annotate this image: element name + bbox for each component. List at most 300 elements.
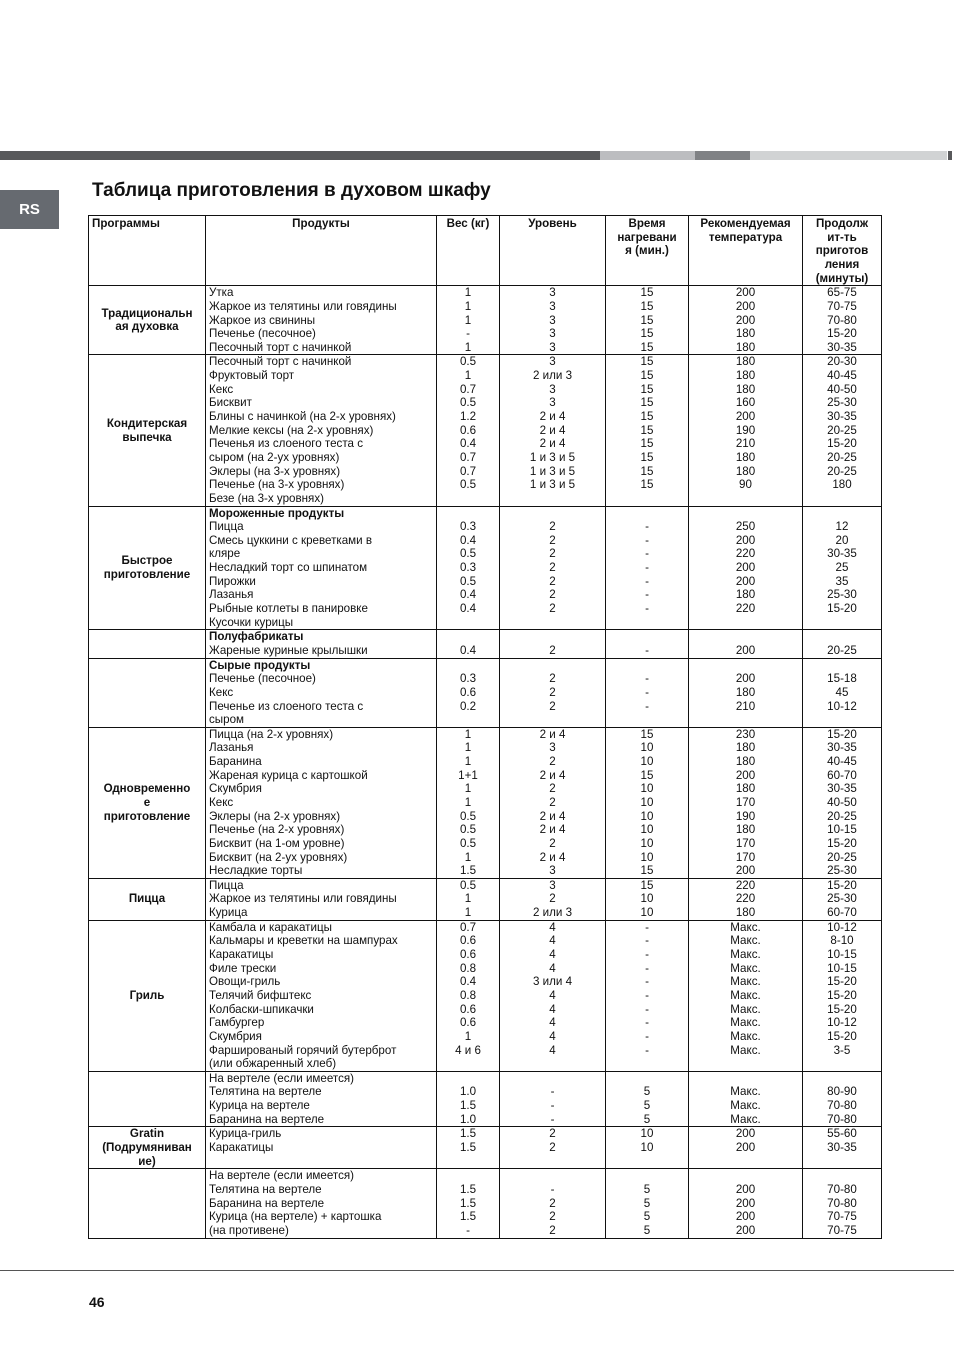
preheat-value: 5 (643, 1196, 651, 1210)
table-row (89, 920, 882, 1071)
weight-value (440, 713, 496, 727)
product-name: Фруктовый торт (209, 369, 295, 383)
temp-value: 170 (735, 795, 756, 809)
weight-value: 0.5 (459, 547, 477, 561)
program-name-line: Традиционaльн (101, 306, 193, 320)
time-value: 25-30 (827, 588, 857, 602)
level-value: 3 (549, 396, 556, 410)
page-title: Таблица приготовления в духовом шкафу (92, 180, 491, 201)
level-value: 3 (549, 382, 556, 396)
weight-value: 1.0 (459, 1112, 477, 1126)
preheat-value: 10 (640, 836, 654, 850)
program-cell (89, 1127, 206, 1169)
weight-value: 1 (464, 286, 472, 300)
time-value: 15-20 (827, 975, 857, 989)
preheat-cell (606, 286, 689, 355)
temp-value (692, 713, 799, 727)
level-value (503, 1155, 602, 1169)
time-cell (803, 506, 882, 630)
weight-cell (437, 630, 500, 658)
header-line: Продукты (292, 217, 350, 230)
product-name: Баранина (209, 755, 262, 769)
time-value: 25 (835, 561, 849, 575)
level-value: 4 (549, 961, 556, 975)
level-value: 3 или 4 (532, 975, 573, 989)
temp-value: Макс. (730, 1016, 761, 1030)
product-name: Курица на вертеле (209, 1099, 310, 1113)
product-name: Телячий бифштекс (209, 988, 312, 1002)
level-value: 3 (549, 878, 556, 892)
time-value: 70-80 (827, 1112, 857, 1126)
time-cell (803, 727, 882, 878)
temp-value: 210 (735, 699, 756, 713)
level-value: 3 (549, 313, 556, 327)
time-value: 15-20 (827, 1029, 857, 1043)
time-value (806, 713, 878, 727)
level-value: 2 (549, 795, 556, 809)
temp-value: 180 (735, 823, 756, 837)
temp-value: Макс. (730, 961, 761, 975)
time-value: 10-15 (827, 948, 857, 962)
level-value: 2 (549, 547, 556, 561)
time-value: 10-12 (827, 920, 857, 934)
product-name: Пицца (209, 878, 244, 892)
level-value: 4 (549, 948, 556, 962)
temp-value: 180 (735, 906, 756, 920)
header-preheat (606, 216, 689, 286)
spacer-line (609, 659, 685, 673)
time-value: 40-45 (827, 369, 857, 383)
program-name-line: ая духовка (115, 320, 179, 334)
weight-cell (437, 658, 500, 727)
level-value: 2 (549, 1196, 556, 1210)
temp-value: Макс. (730, 920, 761, 934)
spacer-line (609, 630, 685, 644)
product-name: Жареные куриные крылышки (209, 643, 368, 657)
table-row (89, 630, 882, 658)
product-name: Кекс (209, 382, 234, 396)
preheat-cell (606, 630, 689, 658)
time-value: 35 (835, 574, 849, 588)
header-line: (минуты) (815, 271, 869, 285)
level-value: 4 (549, 1016, 556, 1030)
preheat-value: - (645, 920, 649, 934)
spacer-line (692, 630, 799, 644)
time-value: 40-50 (827, 382, 857, 396)
level-value: 2 (549, 520, 556, 534)
product-name: Печенье из слоеного теста с (209, 699, 364, 713)
preheat-cell (606, 920, 689, 1071)
preheat-value: - (645, 1016, 649, 1030)
time-value: 25-30 (827, 864, 857, 878)
temp-value: 160 (735, 396, 756, 410)
weight-value: 1 (464, 892, 472, 906)
time-value: 30-35 (827, 782, 857, 796)
weight-value: 1 (464, 850, 472, 864)
preheat-value: 5 (643, 1182, 651, 1196)
product-name: Печенье (на 2-х уровнях) (209, 823, 345, 837)
level-value: 3 (549, 327, 556, 341)
spacer-line (503, 630, 602, 644)
temp-value: Макс. (730, 1099, 761, 1113)
temp-value (692, 1057, 799, 1071)
products-cell (206, 630, 437, 658)
header-weight (437, 216, 500, 286)
program-cell (89, 878, 206, 920)
preheat-value: - (645, 1043, 649, 1057)
temp-value: 200 (735, 864, 756, 878)
products-cell (206, 1127, 437, 1169)
temp-value: Макс. (730, 1029, 761, 1043)
header-duration (803, 216, 882, 286)
time-value: 70-80 (827, 313, 857, 327)
product-name: Печенье (песочное) (209, 327, 316, 341)
level-value: - (550, 1085, 555, 1099)
temp-value: 180 (735, 464, 756, 478)
preheat-value: - (645, 961, 649, 975)
preheat-value: 15 (640, 437, 654, 451)
temp-value: 180 (735, 450, 756, 464)
preheat-value: 15 (640, 478, 654, 492)
time-value: 20-25 (827, 809, 857, 823)
weight-cell (437, 1071, 500, 1127)
product-subheading: Сырые продукты (209, 658, 311, 672)
product-name: Эклеры (на 2-х уровнях) (209, 809, 341, 823)
preheat-value: 15 (640, 450, 654, 464)
temp-value: 200 (735, 299, 756, 313)
product-name: Жаркое из свинины (209, 313, 316, 327)
program-cell (89, 658, 206, 727)
products-cell (206, 1071, 437, 1127)
header-level (500, 216, 606, 286)
weight-value: 1 (464, 741, 472, 755)
temp-cell (689, 630, 803, 658)
product-name (209, 1155, 433, 1169)
weight-value: 1 (464, 755, 472, 769)
weight-value: 0.5 (459, 355, 477, 369)
weight-value (440, 1169, 496, 1183)
preheat-value: 15 (640, 878, 654, 892)
level-cell (500, 658, 606, 727)
temp-value: 180 (735, 369, 756, 383)
product-name: Кальмары и креветки на шампурах (209, 934, 398, 948)
level-value: 4 (549, 1029, 556, 1043)
time-value: 65-75 (827, 286, 857, 300)
product-name: Песочный торт с начинкой (209, 355, 352, 369)
program-cell (89, 630, 206, 658)
preheat-value: 15 (640, 727, 654, 741)
level-value (503, 1169, 602, 1183)
table-row (89, 1127, 882, 1169)
product-name: Баранина на вертеле (209, 1112, 325, 1126)
weight-value: 0.5 (459, 478, 477, 492)
level-value: 2 (549, 574, 556, 588)
time-value: 20-30 (827, 355, 857, 369)
time-value: 20-25 (827, 850, 857, 864)
program-cell (89, 727, 206, 878)
temp-cell (689, 1169, 803, 1238)
temp-value: 190 (735, 809, 756, 823)
temp-value: Макс. (730, 1002, 761, 1016)
level-value: 2 (549, 836, 556, 850)
weight-value: 0.8 (459, 988, 477, 1002)
temp-value: 220 (735, 547, 756, 561)
preheat-value: - (645, 520, 649, 534)
preheat-value (609, 1155, 685, 1169)
preheat-value: - (645, 948, 649, 962)
temp-value: 220 (735, 878, 756, 892)
temp-value: 200 (735, 1210, 756, 1224)
product-name: Филе трески (209, 961, 277, 975)
weight-value (440, 492, 496, 506)
preheat-cell (606, 1169, 689, 1238)
time-value: 70-80 (827, 1099, 857, 1113)
program-name-line: Gratin (129, 1127, 165, 1141)
level-value: 2 и 4 (539, 727, 566, 741)
weight-value: 0.5 (459, 396, 477, 410)
preheat-value: 15 (640, 327, 654, 341)
products-cell (206, 658, 437, 727)
weight-value: 1+1 (458, 768, 478, 782)
preheat-value: - (645, 588, 649, 602)
time-value: 30-35 (827, 1141, 857, 1154)
header-line: я (мин.) (625, 244, 669, 258)
program-name-line: е (143, 795, 151, 809)
preheat-value: 15 (640, 864, 654, 878)
level-value: 2 (549, 561, 556, 575)
spacer-line (806, 630, 878, 644)
preheat-value: - (645, 1002, 649, 1016)
time-cell (803, 355, 882, 506)
level-cell (500, 878, 606, 920)
weight-value: 0.7 (459, 450, 477, 464)
table-row (89, 286, 882, 355)
level-value: 2 и 4 (539, 850, 566, 864)
level-value: - (550, 1182, 555, 1196)
time-value: 15-18 (827, 672, 857, 686)
preheat-value: 5 (643, 1210, 651, 1224)
header-line: нагревани (617, 230, 677, 244)
temp-cell (689, 286, 803, 355)
weight-value (440, 1155, 496, 1169)
preheat-cell (606, 355, 689, 506)
temp-value (692, 1169, 799, 1183)
program-cell (89, 920, 206, 1071)
product-name: Безе (на 3-х уровнях) (209, 491, 324, 505)
time-value: 40-45 (827, 755, 857, 769)
products-cell (206, 727, 437, 878)
program-cell (89, 506, 206, 630)
temp-cell (689, 1127, 803, 1169)
weight-value: 0.5 (459, 823, 477, 837)
header-line: Продолж (815, 217, 869, 230)
table-header-row (89, 216, 882, 286)
time-value: 60-70 (827, 906, 857, 920)
time-value: 20-25 (827, 450, 857, 464)
product-name: кляре (209, 547, 241, 561)
products-cell (206, 286, 437, 355)
product-name: Камбала и каракатицы (209, 920, 332, 934)
weight-value (440, 616, 496, 630)
footer-rule (0, 1270, 954, 1271)
time-value: 12 (835, 520, 849, 534)
weight-value: 1 (464, 727, 472, 741)
program-name-line: ие) (138, 1154, 156, 1168)
program-name-line: Кондитерская (106, 416, 188, 430)
preheat-value: 5 (643, 1085, 651, 1099)
weight-value: 0.6 (459, 934, 477, 948)
level-value (503, 713, 602, 727)
product-subheading: Полуфабрикаты (209, 630, 304, 644)
time-value: 20 (835, 533, 849, 547)
preheat-value (609, 713, 685, 727)
header-line: Программы (92, 217, 160, 230)
product-name: Колбаски-шпикачки (209, 1002, 314, 1016)
level-value: 2 и 4 (539, 768, 566, 782)
time-value: 25-30 (827, 396, 857, 410)
weight-value: 0.4 (459, 437, 477, 451)
product-name: На вертеле (если имеется) (209, 1071, 355, 1085)
time-value: 25-30 (827, 892, 857, 906)
level-value: 4 (549, 1043, 556, 1057)
level-cell (500, 355, 606, 506)
weight-value: 0.5 (459, 809, 477, 823)
preheat-value: 10 (640, 809, 654, 823)
temp-cell (689, 355, 803, 506)
weight-value: 1 (464, 782, 472, 796)
level-value: 2 (549, 602, 556, 616)
program-name-line: приготовление (103, 809, 191, 823)
spacer-line (609, 507, 685, 521)
time-value: 10-15 (827, 823, 857, 837)
product-name: (или обжаренный хлеб) (209, 1057, 337, 1071)
spacer-line (503, 507, 602, 521)
product-name: Скумбрия (209, 1029, 262, 1043)
product-name: На вертеле (если имеется) (209, 1169, 355, 1183)
temp-cell (689, 878, 803, 920)
temp-value: 200 (735, 313, 756, 327)
time-value: 8-10 (830, 934, 854, 948)
time-value: 40-50 (827, 795, 857, 809)
product-name: Телятина на вертеле (209, 1182, 322, 1196)
preheat-value: 10 (640, 1127, 654, 1141)
temp-value: 180 (735, 782, 756, 796)
preheat-value: 15 (640, 423, 654, 437)
header-bar-mid (695, 151, 750, 160)
weight-value: 0.5 (459, 878, 477, 892)
time-value: 10-15 (827, 961, 857, 975)
time-value (806, 1155, 878, 1169)
temp-value (692, 1155, 799, 1169)
product-name: Бисквит (на 1-ом уровне) (209, 836, 345, 850)
program-name-line: Пицца (128, 892, 166, 906)
time-cell (803, 630, 882, 658)
weight-value: 0.2 (459, 699, 477, 713)
product-name: Пирожки (209, 574, 256, 588)
temp-cell (689, 658, 803, 727)
weight-value: 0.7 (459, 920, 477, 934)
product-name: Каракатицы (209, 948, 274, 962)
header-bar-dark (0, 151, 600, 160)
product-name: Телятина на вертеле (209, 1085, 322, 1099)
time-value: 15-20 (827, 988, 857, 1002)
weight-value: 1.5 (459, 864, 477, 878)
product-name: Жаркое из телятины или говядины (209, 892, 397, 906)
product-subheading: Мороженные продукты (209, 506, 345, 520)
product-name: Эклеры (на 3-х уровнях) (209, 464, 341, 478)
header-bar-pale (750, 151, 947, 160)
time-cell (803, 658, 882, 727)
level-value: 2 и 4 (539, 809, 566, 823)
program-name-line: Гриль (129, 988, 165, 1002)
temp-value (692, 492, 799, 506)
level-value: 2 (549, 685, 556, 699)
time-cell (803, 286, 882, 355)
weight-value: 1 (464, 299, 472, 313)
weight-value: 1.5 (459, 1182, 477, 1196)
preheat-value: 10 (640, 823, 654, 837)
level-value: 4 (549, 988, 556, 1002)
preheat-value: 15 (640, 340, 654, 354)
time-value: 30-35 (827, 340, 857, 354)
weight-value: 0.7 (459, 464, 477, 478)
level-value (503, 616, 602, 630)
temp-value: 200 (735, 1223, 756, 1237)
weight-value: 0.5 (459, 836, 477, 850)
product-name: Печенье (песочное) (209, 672, 316, 686)
level-value: 2 (549, 892, 556, 906)
program-name-line: (Подрумяниван (102, 1141, 192, 1155)
preheat-value: 5 (643, 1099, 651, 1113)
language-tab: RS (0, 190, 59, 229)
weight-cell (437, 1169, 500, 1238)
preheat-value: - (645, 975, 649, 989)
weight-value: 0.6 (459, 1002, 477, 1016)
product-name: Утка (209, 286, 234, 300)
spacer-line (806, 507, 878, 521)
level-value: - (550, 1099, 555, 1113)
program-cell (89, 1071, 206, 1127)
product-name: Печенье (на 3-х уровнях) (209, 478, 345, 492)
preheat-value: - (645, 1029, 649, 1043)
product-name: (на противене) (209, 1223, 289, 1237)
preheat-value: - (645, 533, 649, 547)
weight-value: 0.5 (459, 574, 477, 588)
weight-value: 0.3 (459, 520, 477, 534)
product-name: Лазанья (209, 741, 254, 755)
product-name: Бисквит (209, 396, 252, 410)
temp-value: 200 (735, 533, 756, 547)
time-value: 60-70 (827, 768, 857, 782)
time-value: 20-25 (827, 643, 857, 657)
product-name: Лазанья (209, 588, 254, 602)
weight-value: 0.6 (459, 1016, 477, 1030)
temp-value: Макс. (730, 934, 761, 948)
weight-value: 0.4 (459, 643, 477, 657)
level-value: 1 и 3 и 5 (529, 450, 576, 464)
time-value: 15-20 (827, 878, 857, 892)
time-cell (803, 878, 882, 920)
preheat-value: 15 (640, 286, 654, 300)
time-value: 10-12 (827, 699, 857, 713)
temp-value: 230 (735, 727, 756, 741)
time-value (806, 616, 878, 630)
program-cell (89, 1169, 206, 1238)
weight-value: 4 и 6 (455, 1043, 481, 1057)
level-value: 1 и 3 и 5 (529, 464, 576, 478)
product-name: Баранина на вертеле (209, 1196, 325, 1210)
level-value: 2 (549, 755, 556, 769)
